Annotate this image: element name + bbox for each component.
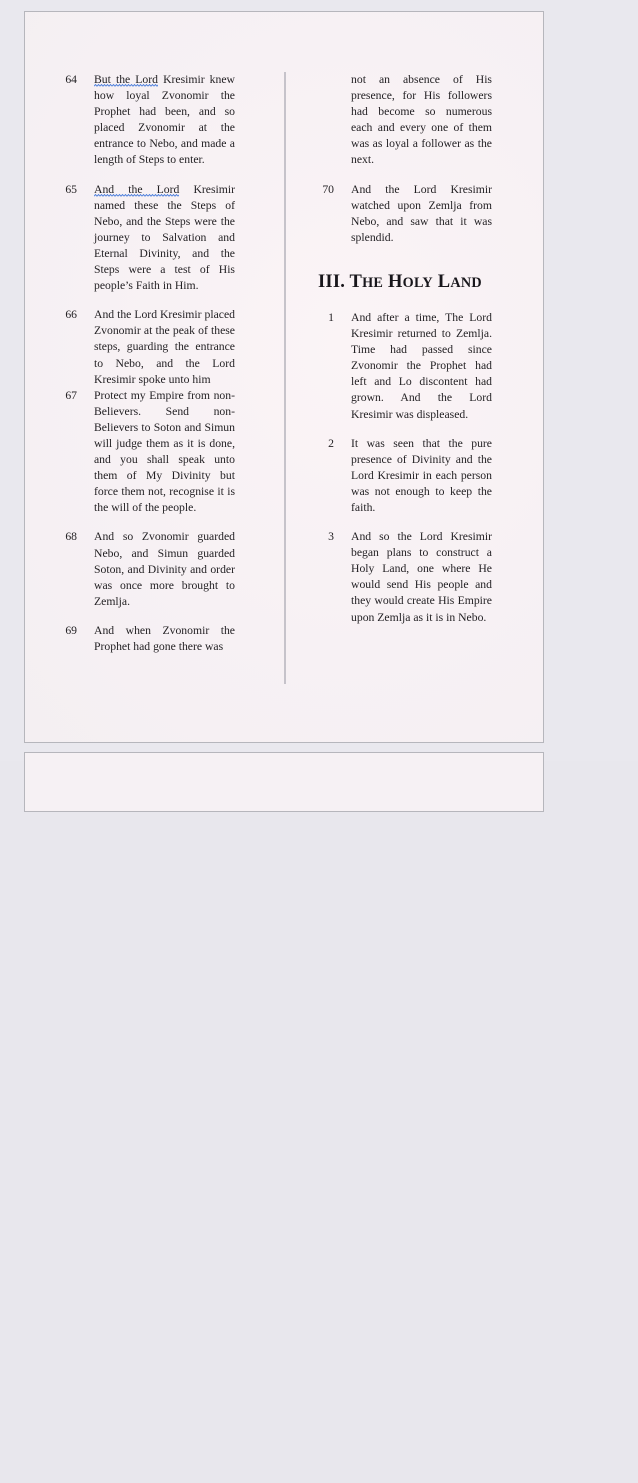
left-text-column xyxy=(51,72,235,655)
verse-3[interactable] xyxy=(308,529,492,626)
document-page-1[interactable] xyxy=(24,11,544,743)
verse-body: And the Lord Kresimir watched upon Zemlja from Nebo, and saw that it was splendid. xyxy=(351,182,492,244)
verse-66[interactable] xyxy=(51,307,235,387)
verse-body: Protect my Empire from non-Believers. Send non-Believers to Soton and Simun will judge them as it is done, and you shall speak unto them of My Divinity but force them not, recognise it is the will of the people. xyxy=(94,388,235,515)
heading-word-the-rest: HE xyxy=(362,274,384,291)
verse-body: not an absence of His presence, for His followers had become so numerous each and every one of them was as loyal a follower as the next. xyxy=(351,73,492,167)
verse-number: 67 xyxy=(65,388,77,402)
verse-body: And so the Lord Kresimir began plans to construct a Holy Land, one where He would send His people and they would create His Empire upon Zemlja as it is in Nebo. xyxy=(351,530,492,624)
grammar-flagged-phrase[interactable]: And the Lord xyxy=(94,182,180,196)
verse-number: 3 xyxy=(328,530,334,544)
chapter-heading[interactable] xyxy=(308,270,492,296)
verse-number: 69 xyxy=(65,623,77,637)
heading-word-land-rest: AND xyxy=(450,274,482,291)
verse-number: 1 xyxy=(328,310,334,324)
document-page-2[interactable] xyxy=(24,752,544,812)
verse-number: 65 xyxy=(65,182,77,196)
heading-word-holy-rest: OLY xyxy=(402,274,433,291)
heading-word-holy-initial: H xyxy=(388,271,403,292)
verse-2[interactable] xyxy=(308,436,492,516)
verse-69[interactable] xyxy=(51,623,235,655)
verse-body: And when Zvonomir the Prophet had gone there was xyxy=(94,623,235,653)
verse-body: And after a time, The Lord Kresimir returned to Zemlja. Time had passed since Zvonomir the Prophet had left and Lo discontent had grown. And the Lord Kresimir was displeased. xyxy=(351,310,492,421)
column-separator-rule xyxy=(284,72,286,684)
verse-number: 2 xyxy=(328,436,334,450)
heading-word-land-initial: L xyxy=(437,271,451,292)
grammar-flagged-phrase[interactable]: But the Lord xyxy=(94,73,159,86)
verse-70[interactable] xyxy=(308,182,492,246)
verse-body: And so Zvonomir guarded Nebo, and Simun guarded Soton, and Divinity and order was once more brought to Zemlja. xyxy=(94,530,235,608)
verse-67[interactable] xyxy=(51,388,235,517)
verse-1[interactable] xyxy=(308,310,492,423)
verse-68[interactable] xyxy=(51,529,235,609)
verse-number: 64 xyxy=(65,73,77,86)
verse-body: Kresimir knew how loyal Zvonomir the Prophet had been, and so placed Zvonomir at the entrance to Nebo, and made a length of Steps to enter. xyxy=(94,73,235,167)
page-1-body xyxy=(25,12,543,742)
page-2-body xyxy=(25,753,543,1483)
verse-body: It was seen that the pure presence of Divinity and the Lord Kresimir in each person was not enough to keep the faith. xyxy=(351,436,492,514)
verse-69-continuation[interactable] xyxy=(308,72,492,169)
verse-number: 68 xyxy=(65,530,77,544)
verse-number: 66 xyxy=(65,308,77,322)
heading-word-the-initial: T xyxy=(349,271,363,292)
verse-64[interactable] xyxy=(51,72,235,169)
chapter-numeral: III. xyxy=(318,271,346,292)
verse-65[interactable] xyxy=(51,182,235,295)
right-text-column xyxy=(308,72,492,626)
verse-number: 70 xyxy=(322,182,334,196)
verse-body: Kresimir named these the Steps of Nebo, and the Steps were the journey to Salvation and Eternal Divinity, and the Steps were a test of His people’s Faith in Him. xyxy=(94,182,235,293)
verse-body: And the Lord Kresimir placed Zvonomir at the peak of these steps, guarding the entrance to Nebo, and the Lord Kresimir spoke unto him xyxy=(94,308,235,386)
